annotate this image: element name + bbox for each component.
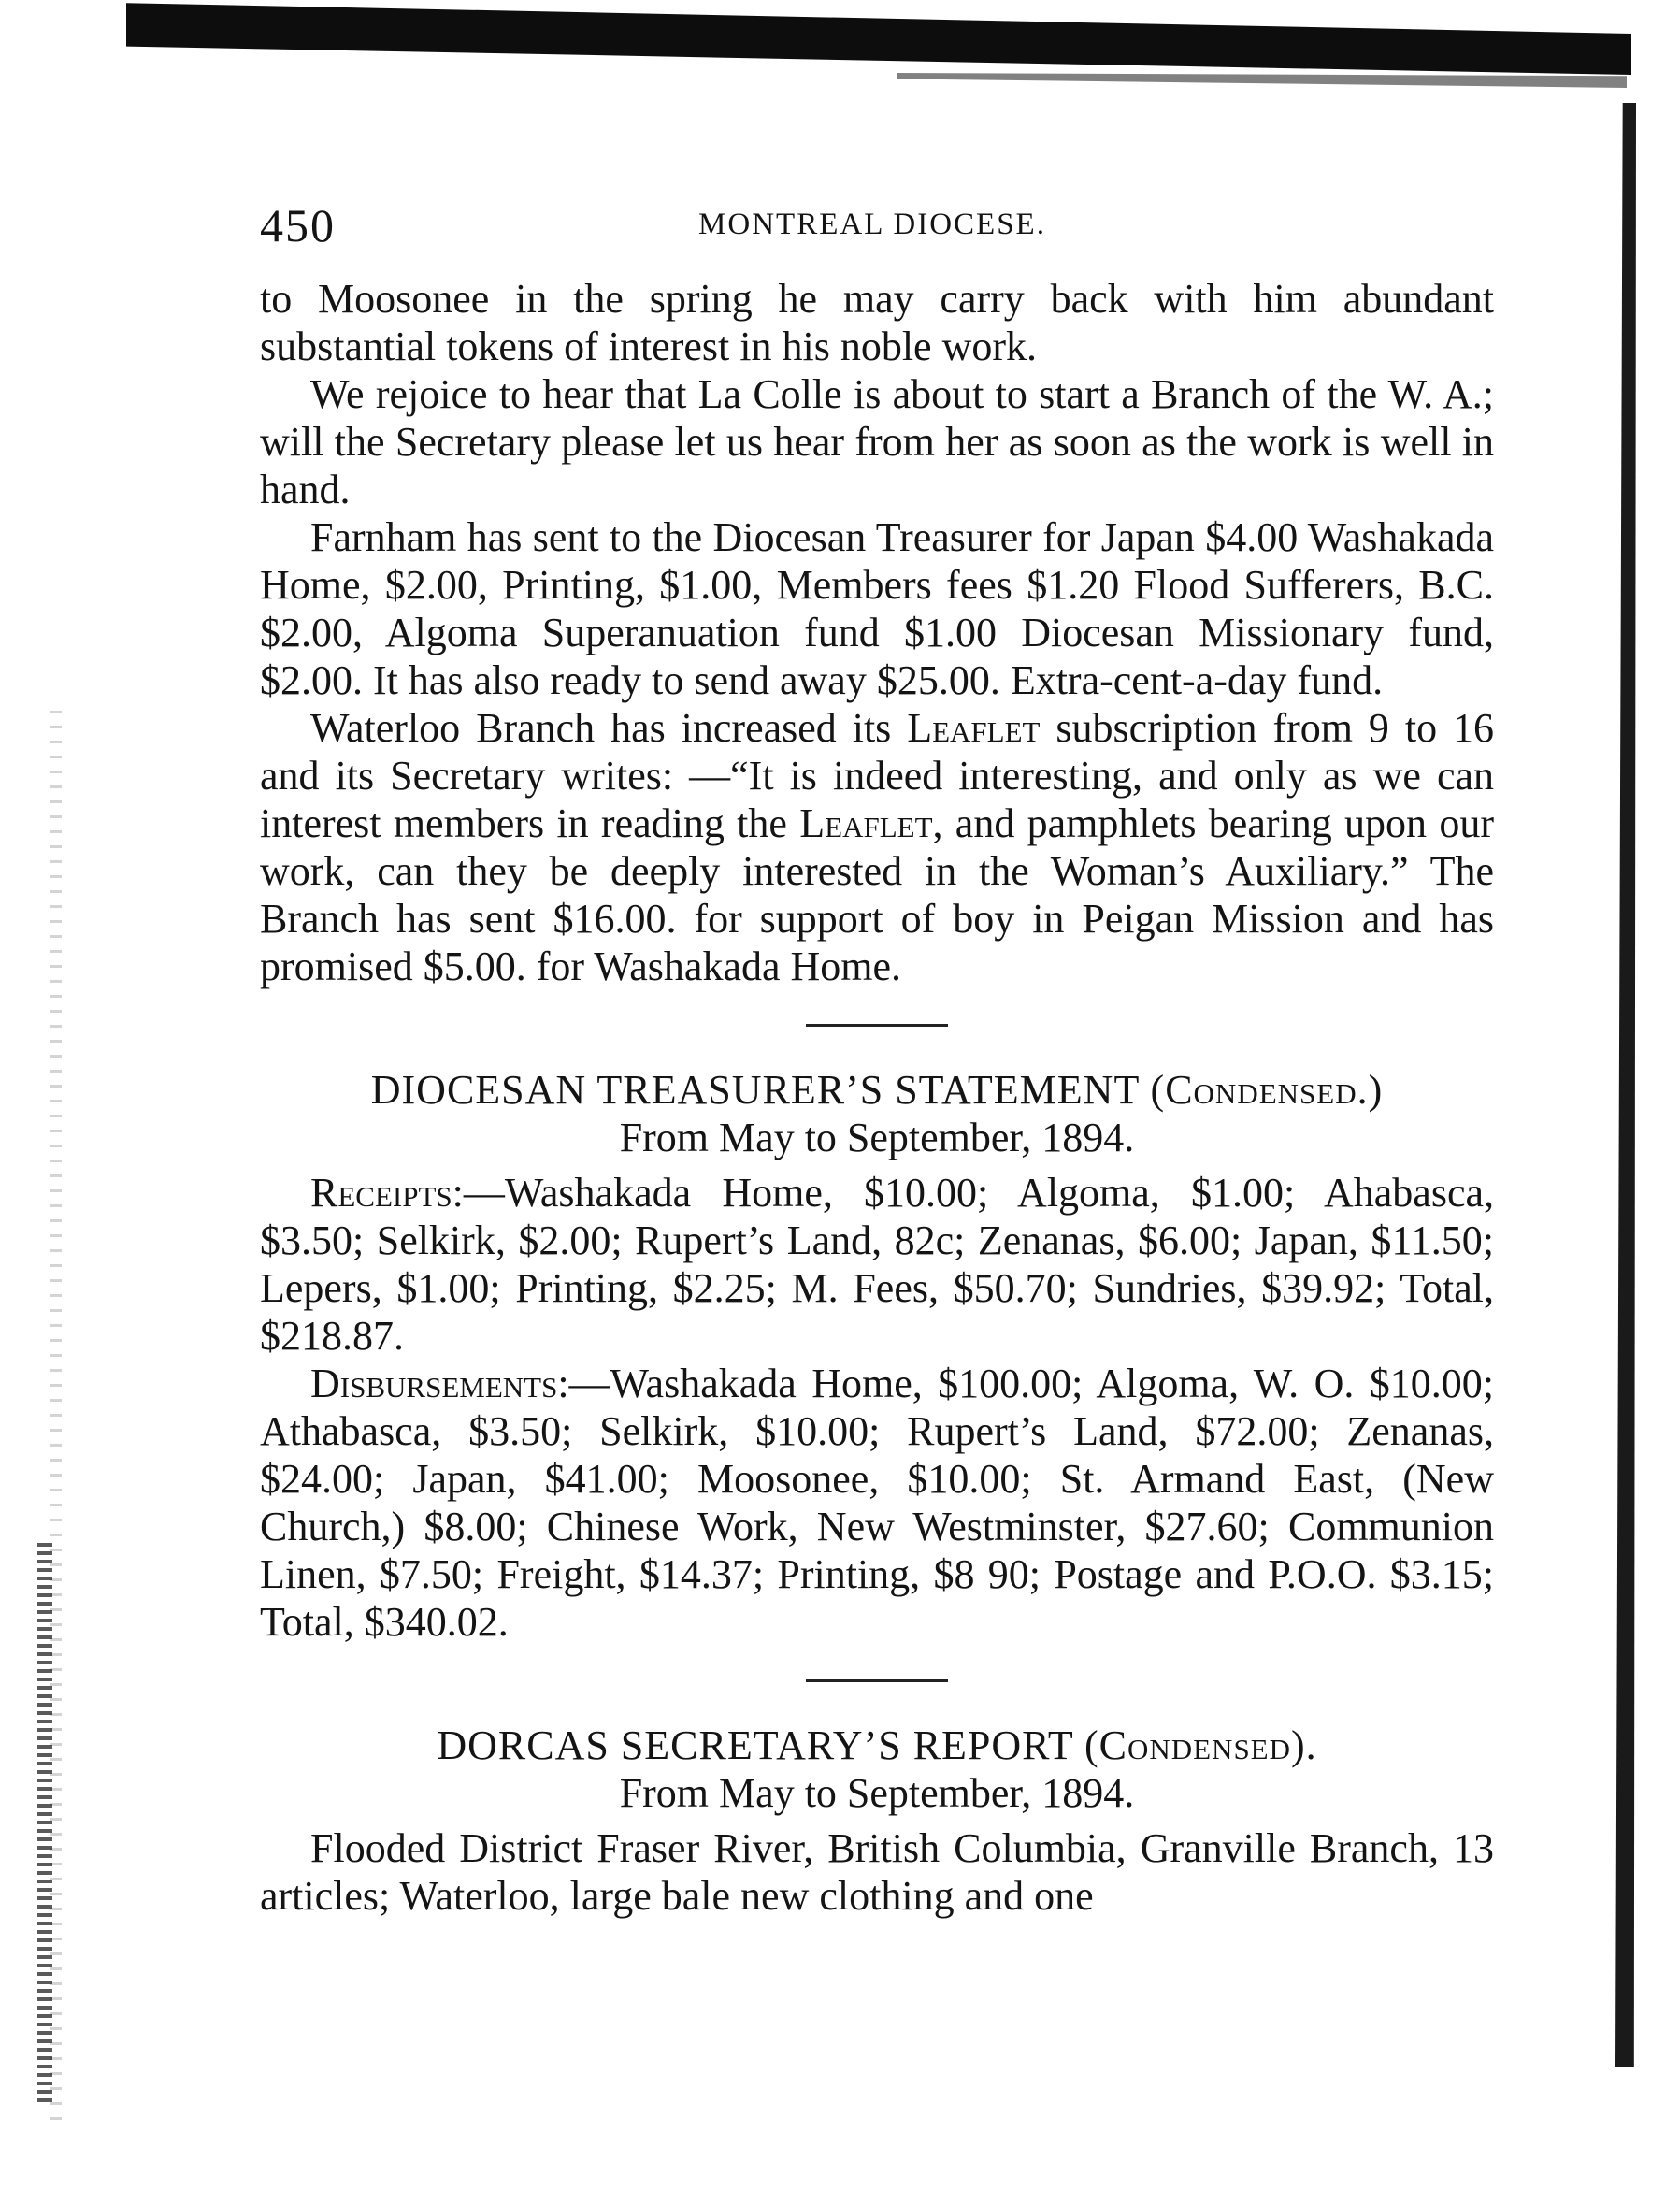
section-divider <box>806 1679 948 1682</box>
dorcas-heading-suffix: (Condensed). <box>1084 1722 1317 1768</box>
dorcas-paragraph: Flooded District Fraser River, British Columbia, Granville Branch, 13 articles; Waterloo, large bale new clothing and one <box>260 1825 1494 1919</box>
scan-right-edge-shadow <box>1615 103 1636 2067</box>
receipts-label: Receipts: <box>310 1170 464 1216</box>
dorcas-heading <box>260 1721 1494 1769</box>
treasurer-heading-suffix: (Condensed.) <box>1150 1067 1384 1113</box>
scan-left-margin-bleed <box>37 1543 52 2104</box>
farnham-paragraph: Farnham has sent to the Diocesan Treasurer for Japan $4.00 Washakada Home, $2.00, Printing, $1.00, Members fees $1.20 Flood Sufferers, B.C. $2.00, Algoma Superanuation fund $1.00 Diocesan Missionary fund, $2.00. It has also ready to send away $25.00. Extra-cent-a-day fund. <box>260 514 1494 703</box>
page-body <box>260 275 1494 1920</box>
dorcas-heading-title: DORCAS SECRETARY’S REPORT <box>437 1722 1073 1768</box>
disbursements-label: Disbursements: <box>310 1361 569 1406</box>
scan-top-shadow <box>126 0 1631 75</box>
page-header <box>260 198 1485 254</box>
receipts-paragraph <box>260 1169 1494 1360</box>
section-divider <box>806 1024 948 1027</box>
scan-top-shadow-fade <box>897 73 1627 88</box>
running-head: MONTREAL DIOCESE. <box>698 208 1046 241</box>
waterloo-text-3: , and pamphlets bearing upon our work, can they be deeply interested in the Woman’s Auxiliary.” The Branch has sent $16.00. for support of boy in Peigan Mission and has promised $5.00. for Washakada Home. <box>260 800 1494 989</box>
leaflet-term: Leaflet <box>907 705 1041 751</box>
page-number: 450 <box>260 199 336 252</box>
disbursements-paragraph <box>260 1360 1494 1646</box>
receipts-text: —Washakada Home, $10.00; Algoma, $1.00; Ahabasca, $3.50; Selkirk, $2.00; Rupert’s Land, 82c; Zenanas, $6.00; Japan, $11.50; Lepers, $1.00; Printing, $2.25; M. Fees, $50.70; Sundries, $39.92; Total, $218.87. <box>260 1170 1494 1359</box>
treasurer-dates: From May to September, 1894. <box>619 1115 1135 1160</box>
dorcas-dates: From May to September, 1894. <box>619 1770 1135 1816</box>
disbursements-text: —Washakada Home, $100.00; Algoma, W. O. $10.00; Athabasca, $3.50; Selkirk, $10.00; Rupert’s Land, $72.00; Zenanas, $24.00; Japan, $41.00; Moosonee, $10.00; St. Armand East, (New Church,) $8.00; Chinese Work, New Westminster, $27.60; Communion Linen, $7.50; Freight, $14.37; Printing, $8 90; Postage and P.O.O. $3.15; Total, $340.02. <box>260 1361 1494 1645</box>
waterloo-text-1: Waterloo Branch has increased its <box>310 705 892 751</box>
treasurer-heading <box>260 1066 1494 1114</box>
treasurer-heading-title: DIOCESAN TREASURER’S STATEMENT <box>370 1067 1140 1113</box>
la-colle-paragraph: We rejoice to hear that La Colle is about to start a Branch of the W. A.; will the Secretary please let us hear from her as soon as the work is well in hand. <box>260 371 1494 512</box>
leaflet-term: Leaflet <box>799 800 933 846</box>
continuation-paragraph: to Moosonee in the spring he may carry back with him abundant substantial tokens of interest in his noble work. <box>260 276 1494 369</box>
waterloo-paragraph <box>260 704 1494 990</box>
waterloo-text-2: subscription from 9 to 16 and its Secretary writes: —“It is indeed interesting, and only as we can interest members in reading the <box>260 705 1495 846</box>
